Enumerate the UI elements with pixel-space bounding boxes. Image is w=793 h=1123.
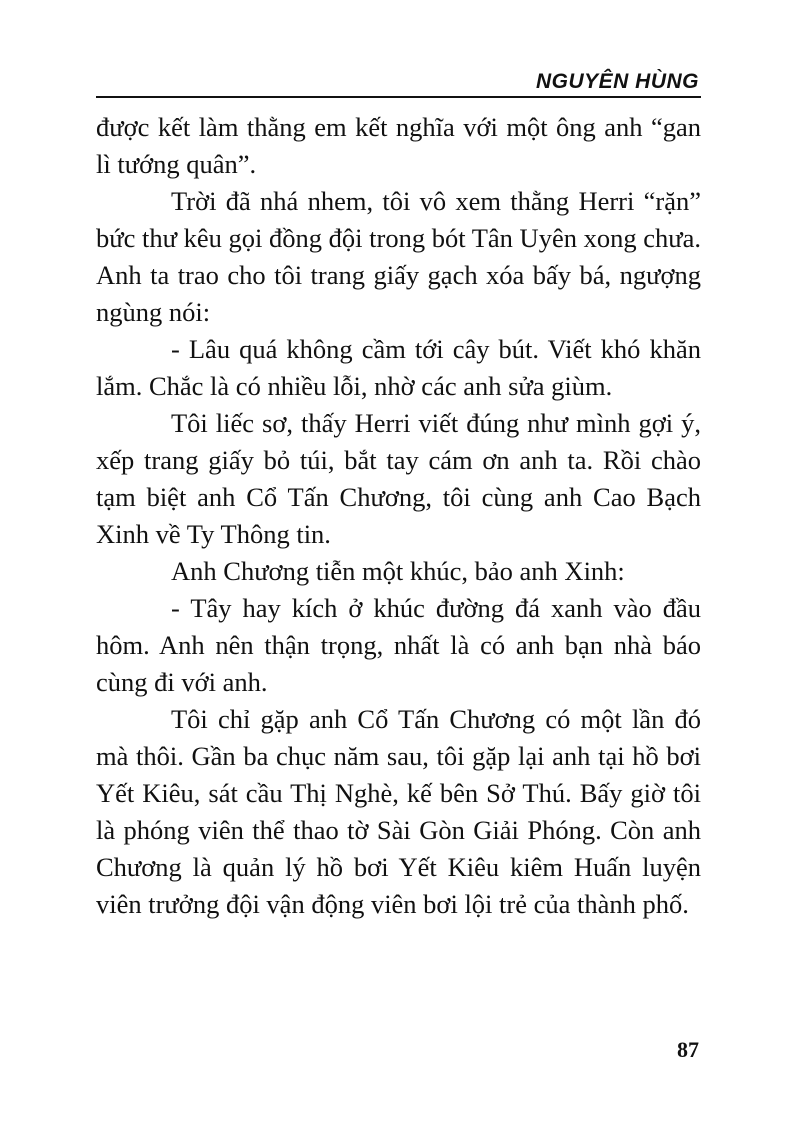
page-number: 87 [677, 1037, 699, 1062]
body-text [96, 109, 701, 923]
paragraph: - Tây hay kích ở khúc đường đá xanh vào đầu hôm. Anh nên thận trọng, nhất là có anh bạn nhà báo cùng đi với anh. [96, 593, 701, 697]
paragraph: được kết làm thằng em kết nghĩa với một ông anh “gan lì tướng quân”. [96, 112, 701, 179]
paragraph: Trời đã nhá nhem, tôi vô xem thằng Herri “rặn” bức thư kêu gọi đồng đội trong bót Tân Uyên xong chưa. Anh ta trao cho tôi trang giấy gạch xóa bấy bá, ngượng ngùng nói: [96, 186, 701, 327]
paragraph: Tôi chỉ gặp anh Cổ Tấn Chương có một lần đó mà thôi. Gần ba chục năm sau, tôi gặp lại anh tại hồ bơi Yết Kiêu, sát cầu Thị Nghè, kế bên Sở Thú. Bấy giờ tôi là phóng viên thể thao tờ Sài Gòn Giải Phóng. Còn anh Chương là quản lý hồ bơi Yết Kiêu kiêm Huấn luyện viên trưởng đội vận động viên bơi lội trẻ của thành phố. [96, 704, 701, 919]
paragraph: Anh Chương tiễn một khúc, bảo anh Xinh: [171, 556, 625, 586]
running-header-author: NGUYÊN HÙNG [535, 70, 699, 93]
header-rule [96, 96, 701, 98]
paragraph: Tôi liếc sơ, thấy Herri viết đúng như mình gợi ý, xếp trang giấy bỏ túi, bắt tay cám ơn anh ta. Rồi chào tạm biệt anh Cổ Tấn Chương, tôi cùng anh Cao Bạch Xinh về Ty Thông tin. [96, 408, 701, 549]
paragraph: - Lâu quá không cầm tới cây bút. Viết khó khăn lắm. Chắc là có nhiều lỗi, nhờ các anh sửa giùm. [96, 334, 701, 401]
